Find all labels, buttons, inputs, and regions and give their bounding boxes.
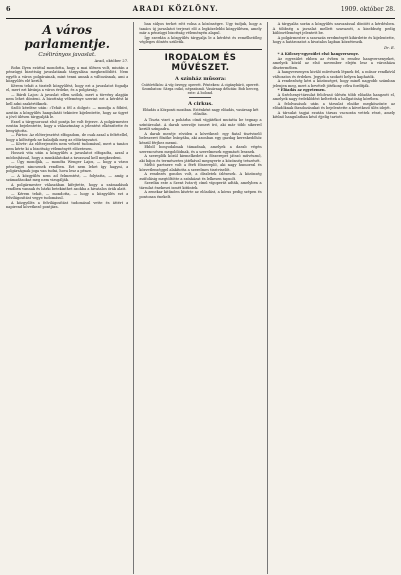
article-body (273, 93, 395, 120)
column-3 (267, 22, 395, 574)
cinema-program: Előadás a Központi moziban. Esténként nagy előadás, vasárnap két előadás. (142, 107, 259, 116)
header-rule (6, 18, 395, 19)
paragraph: Rohn Ilyen ezúttal mondotta, hogy a mai ülésen volt, miután a pénzügyi bizottság javaslatának tárgyalása megkezdődött. Nem egyéb a város polgárainak, mint tenni annak a változásnak, ami a közgyűlés elé került. (6, 65, 129, 83)
paragraph: A Széchenyi-társulat felolvasó ülésén több előadás hangzott el, amelyek nagy érdeklődést keltettek a hallgatóság körében. (272, 92, 395, 101)
paragraph: — A közgyűlés nem ad felmentést, — folytatta, — amíg a számadásokat meg nem vizsgálják. (6, 173, 129, 182)
paragraph: — Bárdi Lajos: A javaslat ellen szólok, mert a törvény alapján nem lehet dönteni. A bizottság véleménye szerint ezt a kérdést ki kell adni szakértőknek. (6, 92, 129, 106)
page-header (6, 4, 395, 17)
article-heading: * A Kölcsey-egyesület első hangversenye. (277, 52, 360, 56)
theater-heading: A színház műsora: (174, 75, 227, 82)
paper-name: ARADI KÖZLÖNY. (132, 4, 219, 13)
issue-date: 1909. október 28. (340, 6, 395, 13)
article-body (273, 57, 395, 89)
paragraph: A társulat tagjai ezután társas vacsorán vettek részt, amely kitűnő hangulatban késő éjjelig tartott. (272, 110, 395, 119)
paragraph: A közgyűlés a felvilágosítást tudomásul vette és áttért a napirend következő pontjára. (6, 200, 129, 209)
column-1 (6, 22, 128, 574)
paragraph: — Kérem tehát, — mondotta, — hogy a közgyűlés ezt a felvilágosítást vegye tudomásul. (6, 191, 129, 200)
paragraph: Az egyesület ebben az évben is rendez hangversenyeket, amelyek közül az első november elején lesz a városháza dísztermében. (272, 56, 395, 70)
paragraph: A felolvasások után a társulat elnöke megköszönte az előadóknak fáradozásukat és bejelentette a következő ülés idejét. (272, 101, 395, 110)
paragraph: Méltó partnere volt a férfi főszereplő, aki nagy humorral és közvetlenséggel alakította a szerelmes tisztviselőt. (139, 163, 262, 172)
columns (6, 22, 395, 574)
continued-text (139, 22, 261, 45)
theater-program: Csütörtökön: A víg özvegy, operett. Pénteken: A cigánybáró, operett. Szombaton: Sárga csikó, népszínmű. Vasárnap délután: Bob herceg, este: A bolond. (141, 82, 260, 95)
paragraph: A rendezőség kéri a közönséget, hogy minél nagyobb számban jelenjen meg, mert a bevételt jótékony célra fordítják. (272, 79, 395, 88)
paragraph: A rendezés gondos volt, a díszletek ízlésesek. A közönség zsúfolásig megtöltötte a színházat és lelkesen tapsolt. (139, 172, 262, 181)
paragraph: Kérem tehát a tisztelt közgyűlést, hogy ezt a javaslatot fogadja el, mert ezt kívánja a város érdeke, és a polgárság. (6, 83, 129, 92)
paragraph: A polgármester válaszában kifejtette, hogy a számadások rendben vannak és bárki betekinthet azokba a hivatalos órák alatt. (6, 182, 129, 191)
section-heading: IRODALOM ÉS MŰVÉSZET. (139, 49, 261, 73)
column-2 (133, 22, 261, 574)
separator (189, 97, 211, 98)
article-heading: * Előadás az egyetemen. (277, 88, 326, 92)
signature: Dr. E. (384, 44, 395, 50)
paragraph: Hosszú vita után a közgyűlés a javaslatot elfogadta, azzal a módosítással, hogy a munkálatokat a tavasszal kell megkezdeni. (6, 151, 129, 160)
article-body (6, 66, 128, 210)
dateline: Arad, október 27. (94, 58, 129, 63)
paragraph: Ebből bonyodalmak támadnak, amelyek a darab végén szerencsésen megoldódnak, és a szerelmesek egymáséi lesznek. (139, 145, 262, 154)
paragraph: A darab meséje röviden a következő: egy fiatal tisztviselő beleszeret főnöke leányába, aki azonban egy gazdag kereskedőhöz készül férjhez menni. (139, 131, 262, 145)
paragraph: Így szerdán a közgyűlés tárgyalja le a kérdést és remélhetőleg végleges döntés születik. (139, 35, 262, 44)
paragraph: — Ügy mondják, — mondta Wenger Lajos, — hogy a város pénzügyei nincsenek rendben. Ezt nem lehet így hagyni, a polgárságnak joga van tudni, hova lesz a pénze. (6, 160, 129, 173)
paragraph: A Tiszta vizet a pohárba című vígjátékot mutatta be tegnap a színtársulat. A darab szerzője ismert író, aki már több sikerrel került színpadra. (139, 118, 262, 132)
article-subtitle: Czélirányos javaslat. (38, 52, 96, 58)
paragraph: A tárgyalás során a közgyűlés szavazással döntött a kérdésben. A többség a javaslat mellett szavazott, a kisebbség pedig különvéleményt jelentett be. (272, 22, 395, 35)
review-body (139, 118, 261, 199)
paragraph: — Kövér: Az előterjesztés nem vehető tudomásul, mert a tanács nem kérte ki a bizottság véleményét előzetesen. (6, 142, 129, 151)
paragraph: Szerdán este a Szent Iván-éj című vígoperát adták, amelyben a társulat énekesei ismét kitűntek. (139, 181, 262, 190)
article-title: A város parlamentje. (24, 23, 110, 51)
paragraph: Ezzel a tárgysorozat első pontja be volt fejezve. A polgármester ezután bejelentette, hogy a választmány a jelentést elkészítette és benyújtotta. (6, 119, 129, 133)
paragraph: ban súlyos terhet rótt volna a közönségre. Úgy tudjuk, hogy a tanács új javaslatot terjeszt elő a legközelebbi közgyűlésen, amely már a pénzügyi bizottság véleményén alapul. (139, 22, 262, 35)
paragraph: A hangversenyen kiváló művészek lépnek fel, a műsor rendkívül változatos és érdekes. Jegyek a szokott helyen kaphatók. (272, 70, 395, 79)
paragraph: A szereplők közül kiemelkedett a főszerepet játszó művésznő, aki bájos és természetes játékával megnyerte a közönség tetszését. (139, 154, 262, 163)
continued-text (273, 22, 395, 45)
paragraph: Szóló kérdése után: »Tehát a fél a dolgot« — mondja a főbíró, azután a közgyűlés hangulatát tekintve kijelentette, hogy az ügyet a jövő ülésen tárgyalják le. (6, 106, 129, 119)
paragraph: A polgármester a szavazás eredményét kihirdette és kijelentette, hogy a határozatot a hivatalos lapban közzéteszik. (272, 35, 395, 44)
paragraph: — Pártos: Az előterjesztést elfogadom, de csak azzal a feltétellel, hogy a költségek ne haladják meg az előirányzatot. (6, 133, 129, 142)
page-number: 6 (6, 5, 11, 13)
cinema-heading: A cirkus. (188, 100, 213, 107)
paragraph: A zenekar kitűnően kísérte az előadást, a kórus pedig szépen és pontosan énekelt. (139, 190, 262, 199)
